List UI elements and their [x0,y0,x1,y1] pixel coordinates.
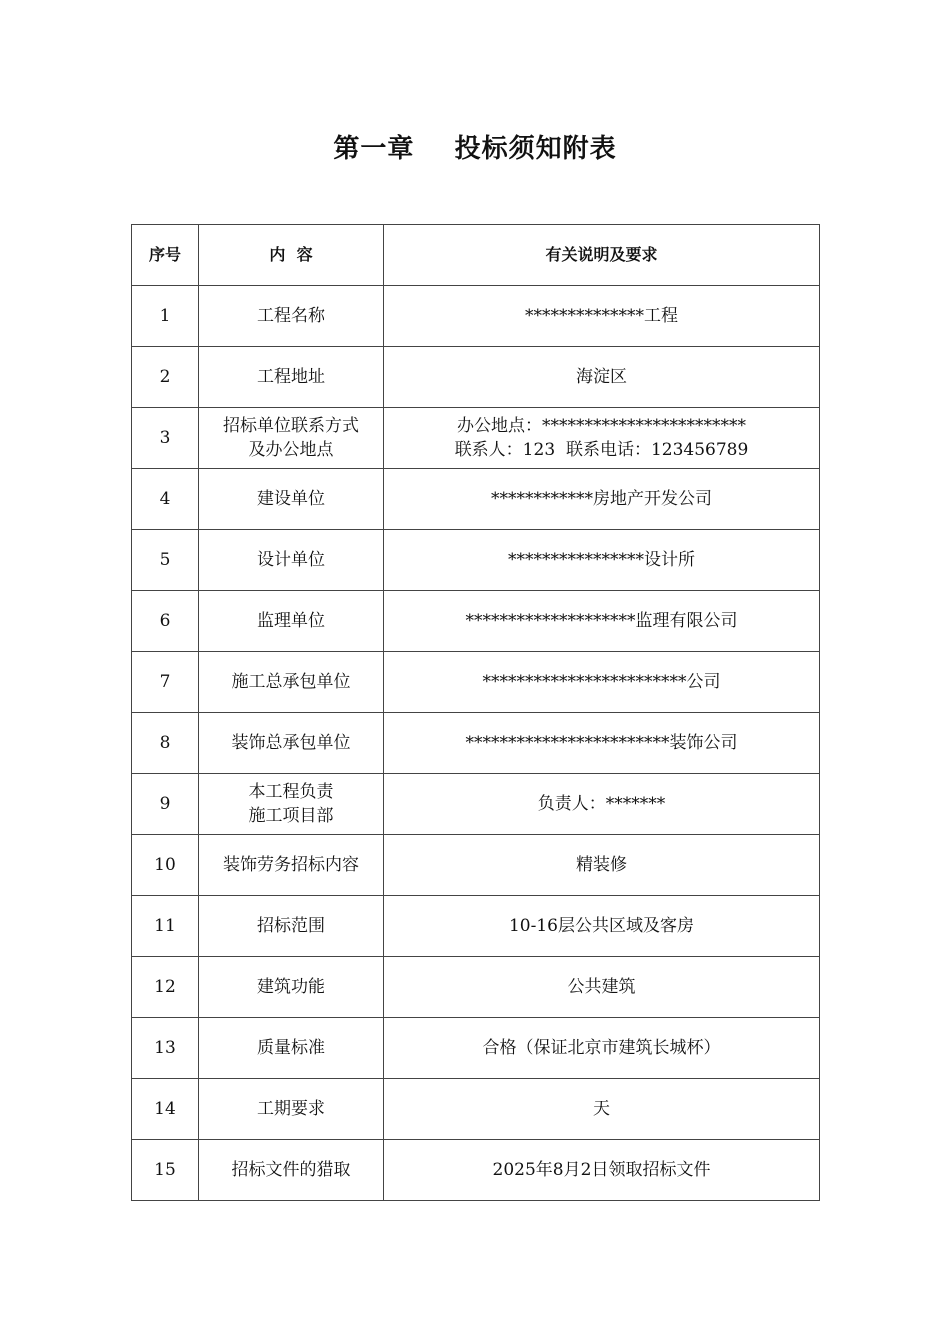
row-item [199,957,384,1018]
row-description-line: 2025年8月2日领取招标文件 [492,1160,711,1180]
row-number: 14 [132,1079,199,1140]
bid-notice-table [131,224,820,1201]
row-item-line: 招标范围 [257,916,325,936]
row-number: 15 [132,1140,199,1201]
row-description [384,469,820,530]
row-description-line: 公共建筑 [567,977,636,997]
row-item-line: 施工项目部 [248,806,334,826]
row-description-line: 负责人：******* [537,794,666,814]
table-row [132,652,820,713]
table-row [132,774,820,835]
row-item-line: 建筑功能 [257,977,325,997]
row-item-line: 及办公地点 [248,440,334,460]
row-description-line: 精装修 [576,855,627,875]
row-item [199,530,384,591]
row-number: 7 [132,652,199,713]
table-row [132,286,820,347]
row-number: 8 [132,713,199,774]
row-item [199,286,384,347]
row-item-line: 招标文件的猎取 [231,1160,351,1180]
row-item-line: 设计单位 [257,550,325,570]
row-item-line: 施工总承包单位 [231,672,351,692]
row-description-line: ********************监理有限公司 [465,611,738,631]
row-number: 2 [132,347,199,408]
row-number: 9 [132,774,199,835]
row-description [384,408,820,469]
row-number: 13 [132,1018,199,1079]
row-item-line: 装饰总承包单位 [231,733,351,753]
table-row [132,957,820,1018]
row-description-line: ****************设计所 [508,550,695,570]
header-serial-number: 序号 [132,225,199,286]
table-row [132,1018,820,1079]
table-row [132,835,820,896]
row-description-line: **************工程 [525,306,678,326]
table-row [132,591,820,652]
header-description: 有关说明及要求 [384,225,820,286]
row-item-line: 装饰劳务招标内容 [223,855,359,875]
row-description [384,1018,820,1079]
page-title: 第一章 投标须知附表 [333,134,617,164]
row-item-line: 监理单位 [257,611,325,631]
row-item-line: 工期要求 [257,1099,325,1119]
row-description [384,1140,820,1201]
table-row [132,896,820,957]
row-number: 6 [132,591,199,652]
row-description [384,1079,820,1140]
row-item-line: 工程地址 [257,367,325,387]
row-description-line: 天 [593,1099,610,1119]
table-body [132,286,820,1201]
row-item [199,591,384,652]
row-description [384,957,820,1018]
row-number: 11 [132,896,199,957]
header-content: 内 容 [199,225,384,286]
row-number: 4 [132,469,199,530]
row-description [384,713,820,774]
table-row [132,469,820,530]
table-row [132,530,820,591]
row-item-line: 建设单位 [257,489,325,509]
row-description-line: 海淀区 [576,367,627,387]
row-item [199,774,384,835]
row-item [199,835,384,896]
row-item [199,713,384,774]
table-row [132,713,820,774]
row-description-line: ************************装饰公司 [465,733,738,753]
table-row [132,1079,820,1140]
row-item-line: 工程名称 [257,306,325,326]
table-row [132,347,820,408]
row-item-line: 招标单位联系方式 [223,416,359,436]
row-description [384,652,820,713]
row-item-line: 本工程负责 [248,782,334,802]
row-item [199,1140,384,1201]
row-item [199,408,384,469]
row-number: 5 [132,530,199,591]
row-description-line: 10-16层公共区域及客房 [508,916,694,936]
row-item [199,469,384,530]
row-number: 12 [132,957,199,1018]
table-header-row [132,225,820,286]
row-item [199,896,384,957]
row-description [384,896,820,957]
row-description-line: ************************公司 [482,672,721,692]
row-description [384,286,820,347]
table-row [132,408,820,469]
row-item [199,1018,384,1079]
row-description [384,347,820,408]
row-description [384,774,820,835]
row-number: 3 [132,408,199,469]
row-number: 10 [132,835,199,896]
row-description [384,591,820,652]
row-description-line: 合格（保证北京市建筑长城杯） [482,1038,721,1058]
row-item [199,1079,384,1140]
row-description-line: ************房地产开发公司 [491,489,712,509]
row-description [384,530,820,591]
row-item [199,347,384,408]
row-description [384,835,820,896]
row-item [199,652,384,713]
table-row [132,1140,820,1201]
row-item-line: 质量标准 [257,1038,325,1058]
row-description-line: 办公地点：************************ [457,416,746,436]
row-description-line: 联系人：123 联系电话：123456789 [454,440,749,460]
row-number: 1 [132,286,199,347]
